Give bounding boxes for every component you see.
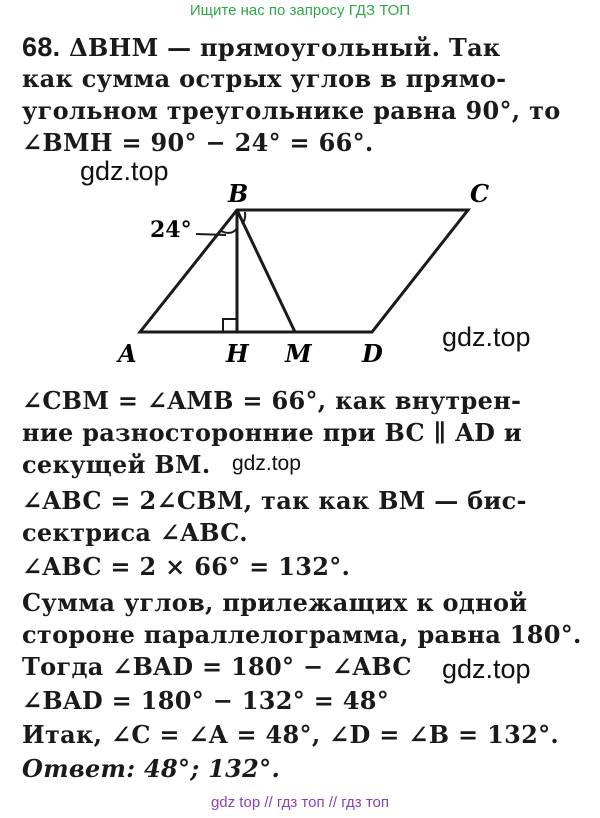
footer-links: gdz top // гдз топ // гдз топ: [210, 794, 390, 811]
right-angle-mark: [223, 319, 237, 332]
label-h: H: [226, 339, 249, 368]
label-d: D: [362, 339, 383, 368]
intro-line-4: ∠BMH = 90° − 24° = 66°.: [22, 128, 374, 157]
solution-line-11: Итак, ∠C = ∠A = 48°, ∠D = ∠B = 132°.: [22, 720, 560, 749]
solution-line-9: Тогда ∠BAD = 180° − ∠ABC: [22, 652, 412, 681]
solution-line-7: Сумма углов, прилежащих к одной: [22, 588, 528, 617]
intro-line-2: как сумма острых углов в прямо-: [22, 64, 507, 93]
solution-line-3: секущей BM.: [22, 450, 211, 479]
answer-line: Ответ: 48°; 132°.: [22, 754, 281, 783]
solution-line-5: сектриса ∠ABC.: [22, 518, 248, 547]
intro-line-1-text: ΔBHM — прямоугольный. Так: [69, 33, 501, 62]
bisector-bm: [237, 210, 295, 332]
solution-line-4: ∠ABC = 2∠CBM, так как BM — бис-: [22, 486, 527, 515]
solution-line-1: ∠CBM = ∠AMB = 66°, как внутрен-: [22, 386, 522, 415]
intro-line-3: угольном треугольнике равна 90°, то: [22, 96, 561, 125]
label-b: B: [228, 180, 249, 208]
intro-line-1: [22, 32, 501, 63]
solution-line-2: ние разносторонние при BC ∥ AD и: [22, 418, 522, 447]
angle-pointer: [196, 234, 226, 235]
label-c: C: [470, 180, 490, 208]
solution-line-6: ∠ABC = 2 × 66° = 132°.: [22, 552, 351, 581]
solution-line-8: стороне параллелограмма, равна 180°.: [22, 620, 582, 649]
angle-label: 24°: [150, 217, 192, 243]
label-m: M: [285, 339, 312, 368]
site-banner: Ищите нас по запросу ГДЗ ТОП: [189, 2, 411, 19]
watermark: gdz.top: [442, 654, 531, 684]
solution-line-10: ∠BAD = 180° − 132° = 48°: [22, 686, 390, 715]
angle-arc-2: [242, 212, 245, 224]
problem-number: 68.: [22, 32, 61, 62]
watermark: gdz.top: [442, 322, 531, 352]
watermark: gdz.top: [232, 452, 301, 475]
watermark: gdz.top: [80, 156, 169, 186]
label-a: A: [118, 339, 137, 368]
